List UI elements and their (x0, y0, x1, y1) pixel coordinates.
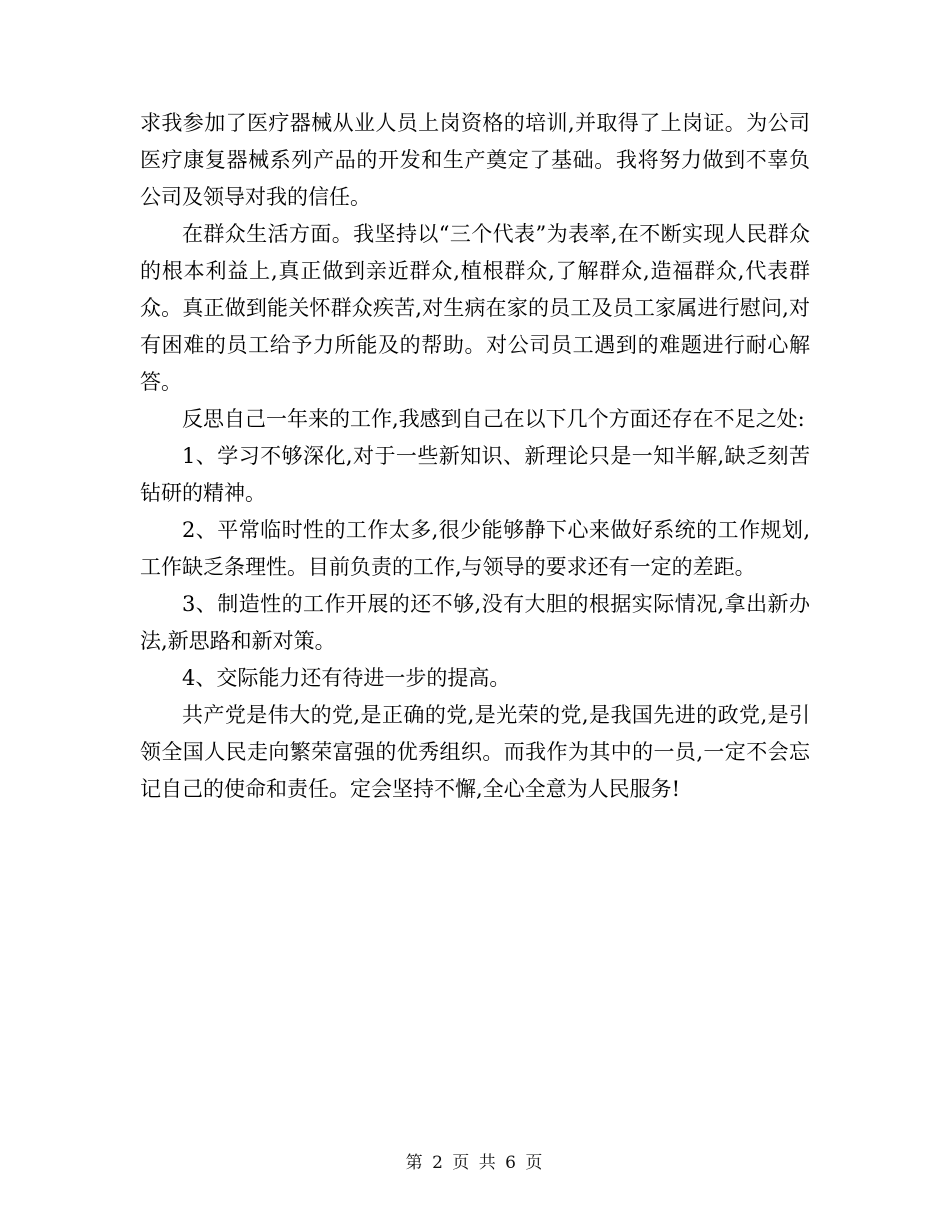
list-item-3: 3、制造性的工作开展的还不够,没有大胆的根据实际情况,拿出新办法,新思路和新对策。 (140, 592, 810, 653)
list-item-1: 1、学习不够深化,对于一些新知识、新理论只是一知半解,缺乏刻苦钻研的精神。 (140, 444, 810, 505)
list-item-2: 2、平常临时性的工作太多,很少能够静下心来做好系统的工作规划,工作缺乏条理性。目前负责的工作,与领导的要求还有一定的差距。 (140, 518, 810, 579)
paragraph-continuation: 求我参加了医疗器械从业人员上岗资格的培训,并取得了上岗证。为公司医疗康复器械系列产品的开发和生产奠定了基础。我将努力做到不辜负公司及领导对我的信任。 (140, 111, 810, 209)
page-number-footer: 第 2 页 共 6 页 (405, 1153, 545, 1173)
paragraph-conclusion: 共产党是伟大的党,是正确的党,是光荣的党,是我国先进的政党,是引领全国人民走向繁荣富强的优秀组织。而我作为其中的一员,一定不会忘记自己的使命和责任。定会坚持不懈,全心全意为人民服务! (140, 703, 810, 801)
document-body (140, 105, 810, 808)
list-item-4: 4、交际能力还有待进一步的提高。 (182, 666, 511, 690)
paragraph-reflection: 反思自己一年来的工作,我感到自己在以下几个方面还存在不足之处: (182, 407, 805, 431)
paragraph-mass-life: 在群众生活方面。我坚持以“三个代表”为表率,在不断实现人民群众的根本利益上,真正做到亲近群众,植根群众,了解群众,造福群众,代表群众。真正做到能关怀群众疾苦,对生病在家的员工及员工家属进行慰问,对有困难的员工给予力所能及的帮助。对公司员工遇到的难题进行耐心解答。 (140, 222, 810, 394)
